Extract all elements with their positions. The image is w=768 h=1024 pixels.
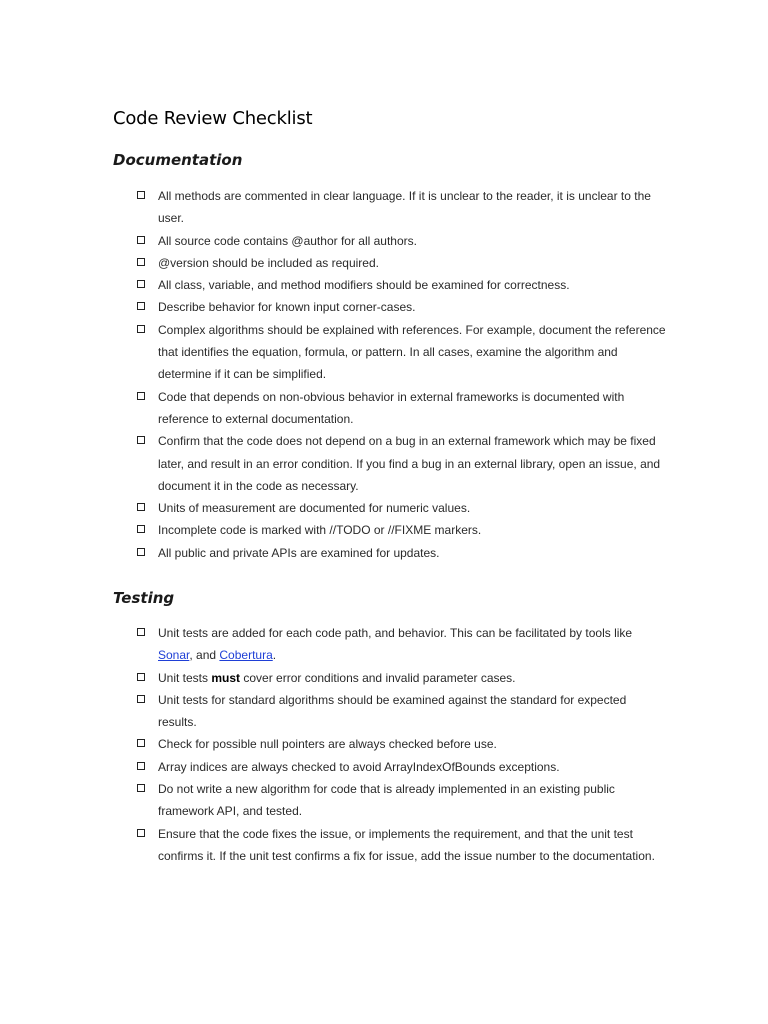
testing-checklist — [137, 622, 667, 867]
checklist-item-text: Complex algorithms should be explained with references. For example, document the reference that identifies the equation, formula, or pattern. In all cases, examine the algorithm and determine if it can be simplified. — [158, 322, 666, 382]
checkbox-icon[interactable] — [137, 739, 145, 747]
checklist-item — [137, 252, 667, 274]
checkbox-icon[interactable] — [137, 392, 145, 400]
checkbox-icon[interactable] — [137, 258, 145, 266]
checklist-item — [137, 386, 667, 431]
checklist-item-text: . — [272, 648, 277, 663]
checklist-item — [137, 274, 667, 296]
checkbox-icon[interactable] — [137, 325, 145, 333]
section-heading-documentation: Documentation — [113, 151, 243, 169]
checklist-item — [137, 622, 667, 667]
checkbox-icon[interactable] — [137, 673, 145, 681]
checklist-item-text: Incomplete code is marked with //TODO or //FIXME markers. — [158, 523, 482, 538]
checklist-item — [137, 296, 667, 318]
checklist-item-text: All methods are commented in clear language. If it is unclear to the reader, it is unclear to the user. — [158, 189, 651, 226]
cobertura-link[interactable]: Cobertura — [219, 648, 273, 663]
checklist-item-text: All source code contains @author for all authors. — [158, 233, 417, 248]
checklist-item — [137, 519, 667, 541]
documentation-checklist — [137, 185, 667, 564]
checklist-item-text: Check for possible null pointers are always checked before use. — [158, 737, 497, 752]
checklist-item-text: Confirm that the code does not depend on a bug in an external framework which may be fixed later, and result in an error condition. If you find a bug in an external library, open an issue, and document it in the code as necessary. — [158, 434, 661, 493]
checkbox-icon[interactable] — [137, 695, 145, 703]
emphasis-text: must — [211, 670, 241, 685]
checklist-item — [137, 542, 667, 564]
checkbox-icon[interactable] — [137, 191, 145, 199]
checklist-item — [137, 319, 667, 386]
checkbox-icon[interactable] — [137, 548, 145, 556]
checklist-item-text: Units of measurement are documented for numeric values. — [158, 501, 471, 516]
checklist-item-text: Code that depends on non-obvious behavior in external frameworks is documented with reference to external documentation. — [158, 389, 625, 426]
checklist-item — [137, 733, 667, 755]
checklist-item — [137, 756, 667, 778]
checklist-item-text: All class, variable, and method modifiers should be examined for correctness. — [158, 278, 570, 293]
checklist-item-text: Do not write a new algorithm for code that is already implemented in an existing public framework API, and tested. — [158, 782, 615, 819]
checklist-item-text: Array indices are always checked to avoid ArrayIndexOfBounds exceptions. — [158, 759, 560, 774]
checkbox-icon[interactable] — [137, 436, 145, 444]
checklist-item-text: Unit tests are added for each code path, and behavior. This can be facilitated by tools like — [158, 626, 633, 640]
page-title: Code Review Checklist — [113, 108, 313, 129]
checklist-item-text: All public and private APIs are examined for updates. — [158, 545, 440, 560]
checkbox-icon[interactable] — [137, 829, 145, 837]
checklist-item — [137, 430, 667, 497]
checklist-item-text: @version should be included as required. — [158, 255, 379, 270]
checkbox-icon[interactable] — [137, 628, 145, 636]
checklist-item — [137, 689, 667, 734]
checklist-item-text: cover error conditions and invalid parameter cases. — [240, 670, 516, 685]
checklist-item — [137, 823, 667, 868]
checklist-item-text: Describe behavior for known input corner-cases. — [158, 300, 416, 315]
checkbox-icon[interactable] — [137, 302, 145, 310]
checklist-item-text: Unit tests — [158, 670, 212, 685]
checklist-item — [137, 667, 667, 689]
checklist-item-text: Ensure that the code fixes the issue, or implements the requirement, and that the unit test confirms it. If the unit test confirms a fix for issue, add the issue number to the documentation. — [158, 826, 655, 863]
checklist-item-text: , and — [189, 648, 220, 663]
checkbox-icon[interactable] — [137, 236, 145, 244]
checklist-item — [137, 778, 667, 823]
checkbox-icon[interactable] — [137, 762, 145, 770]
section-heading-testing: Testing — [113, 589, 175, 607]
checkbox-icon[interactable] — [137, 784, 145, 792]
checkbox-icon[interactable] — [137, 503, 145, 511]
checklist-item-text: Unit tests for standard algorithms should be examined against the standard for expected results. — [158, 692, 627, 730]
checklist-item — [137, 497, 667, 519]
sonar-link[interactable]: Sonar — [158, 648, 190, 663]
checkbox-icon[interactable] — [137, 525, 145, 533]
checklist-item — [137, 185, 667, 230]
checklist-item — [137, 230, 667, 252]
checkbox-icon[interactable] — [137, 280, 145, 288]
